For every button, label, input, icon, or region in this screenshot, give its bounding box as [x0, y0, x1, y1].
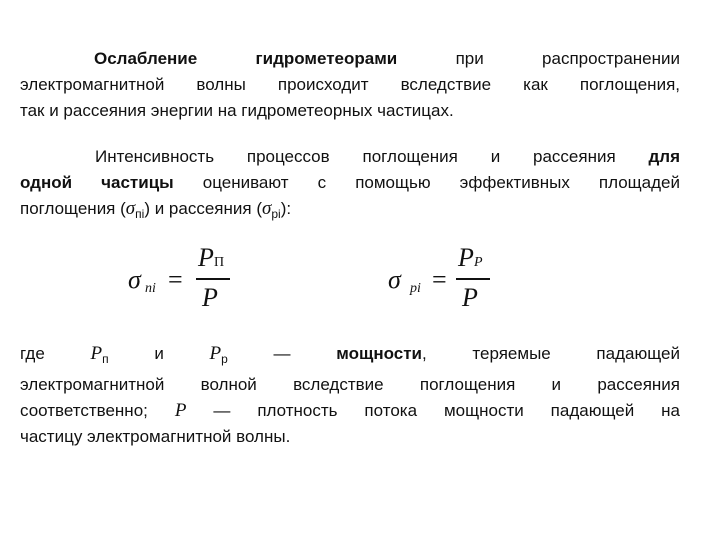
f1-denominator: P — [202, 283, 218, 312]
p3-symbol-pr-sub: р — [221, 352, 228, 366]
p3-line3 — [20, 398, 680, 424]
p3-line3-b: — плотность потока мощности падающей на — [186, 401, 680, 420]
formula-scattering — [388, 245, 518, 315]
f2-numerator: P — [458, 243, 474, 272]
p3-word-gde: где — [20, 344, 45, 363]
p2-line1-text: Интенсивность процессов поглощения и рассеяния — [95, 147, 649, 166]
f1-numerator-sub: П — [214, 255, 225, 270]
p3-word-i: и — [154, 344, 164, 363]
p2-line2 — [20, 170, 680, 196]
p2-line2-text: оценивают с помощью эффективных площадей — [173, 173, 680, 192]
p3-bold-power: мощности — [336, 344, 422, 363]
p3-line1 — [20, 341, 680, 372]
p3-symbol-pn: P — [90, 343, 103, 364]
p2-line3-b: ) и рассеяния ( — [144, 199, 262, 218]
p2-line1 — [20, 144, 680, 170]
f2-sigma: σ — [388, 265, 401, 294]
f2-sigma-sub: pi — [410, 281, 421, 296]
f2-numerator-sub: P — [474, 255, 483, 270]
f1-equals: = — [168, 265, 183, 294]
f2-denominator: P — [462, 283, 478, 312]
formula-absorption — [128, 245, 258, 315]
sigma-symbol-absorption: σ — [125, 198, 136, 219]
p1-bold-term: Ослабление гидрометеорами — [94, 49, 398, 68]
f2-fraction-bar — [456, 278, 490, 280]
f1-numerator: P — [198, 243, 214, 272]
sigma-symbol-scattering: σ — [261, 198, 272, 219]
p2-line3 — [20, 196, 680, 227]
paragraph-definitions — [20, 341, 680, 450]
p3-line1-rest: , теряемые падающей — [421, 344, 680, 363]
p3-line3-a: соответственно; — [20, 401, 175, 420]
f1-sigma: σ — [128, 265, 141, 294]
f1-sigma-sub: пi — [145, 281, 156, 296]
sigma-sub-absorption: пi — [135, 207, 145, 221]
p2-bold-one-particle: одной частицы — [20, 173, 174, 192]
p1-line3: так и рассеяния энергии на гидрометеорных частицах. — [20, 101, 454, 120]
p1-line1-text: при распространении — [397, 49, 681, 68]
f1-fraction-bar — [196, 278, 230, 280]
p2-line3-a: поглощения ( — [20, 199, 126, 218]
p1-line2: электромагнитной волны происходит вследствие как поглощения, — [20, 75, 680, 94]
p3-line4: частицу электромагнитной волны. — [20, 427, 291, 446]
paragraph-attenuation — [20, 46, 680, 124]
paragraph-intensity — [20, 144, 680, 227]
p1-line1 — [20, 46, 680, 72]
p3-line2: электромагнитной волной вследствие поглощения и рассеяния — [20, 375, 680, 394]
p3-symbol-p: P — [174, 400, 187, 421]
p2-line3-c: ): — [280, 199, 292, 218]
p3-symbol-pn-sub: п — [102, 352, 109, 366]
p2-bold-dlya: для — [648, 147, 680, 166]
p3-symbol-pr: P — [209, 343, 222, 364]
p3-dash: — — [273, 344, 291, 363]
sigma-sub-scattering: pi — [271, 207, 281, 221]
f2-equals: = — [432, 265, 447, 294]
